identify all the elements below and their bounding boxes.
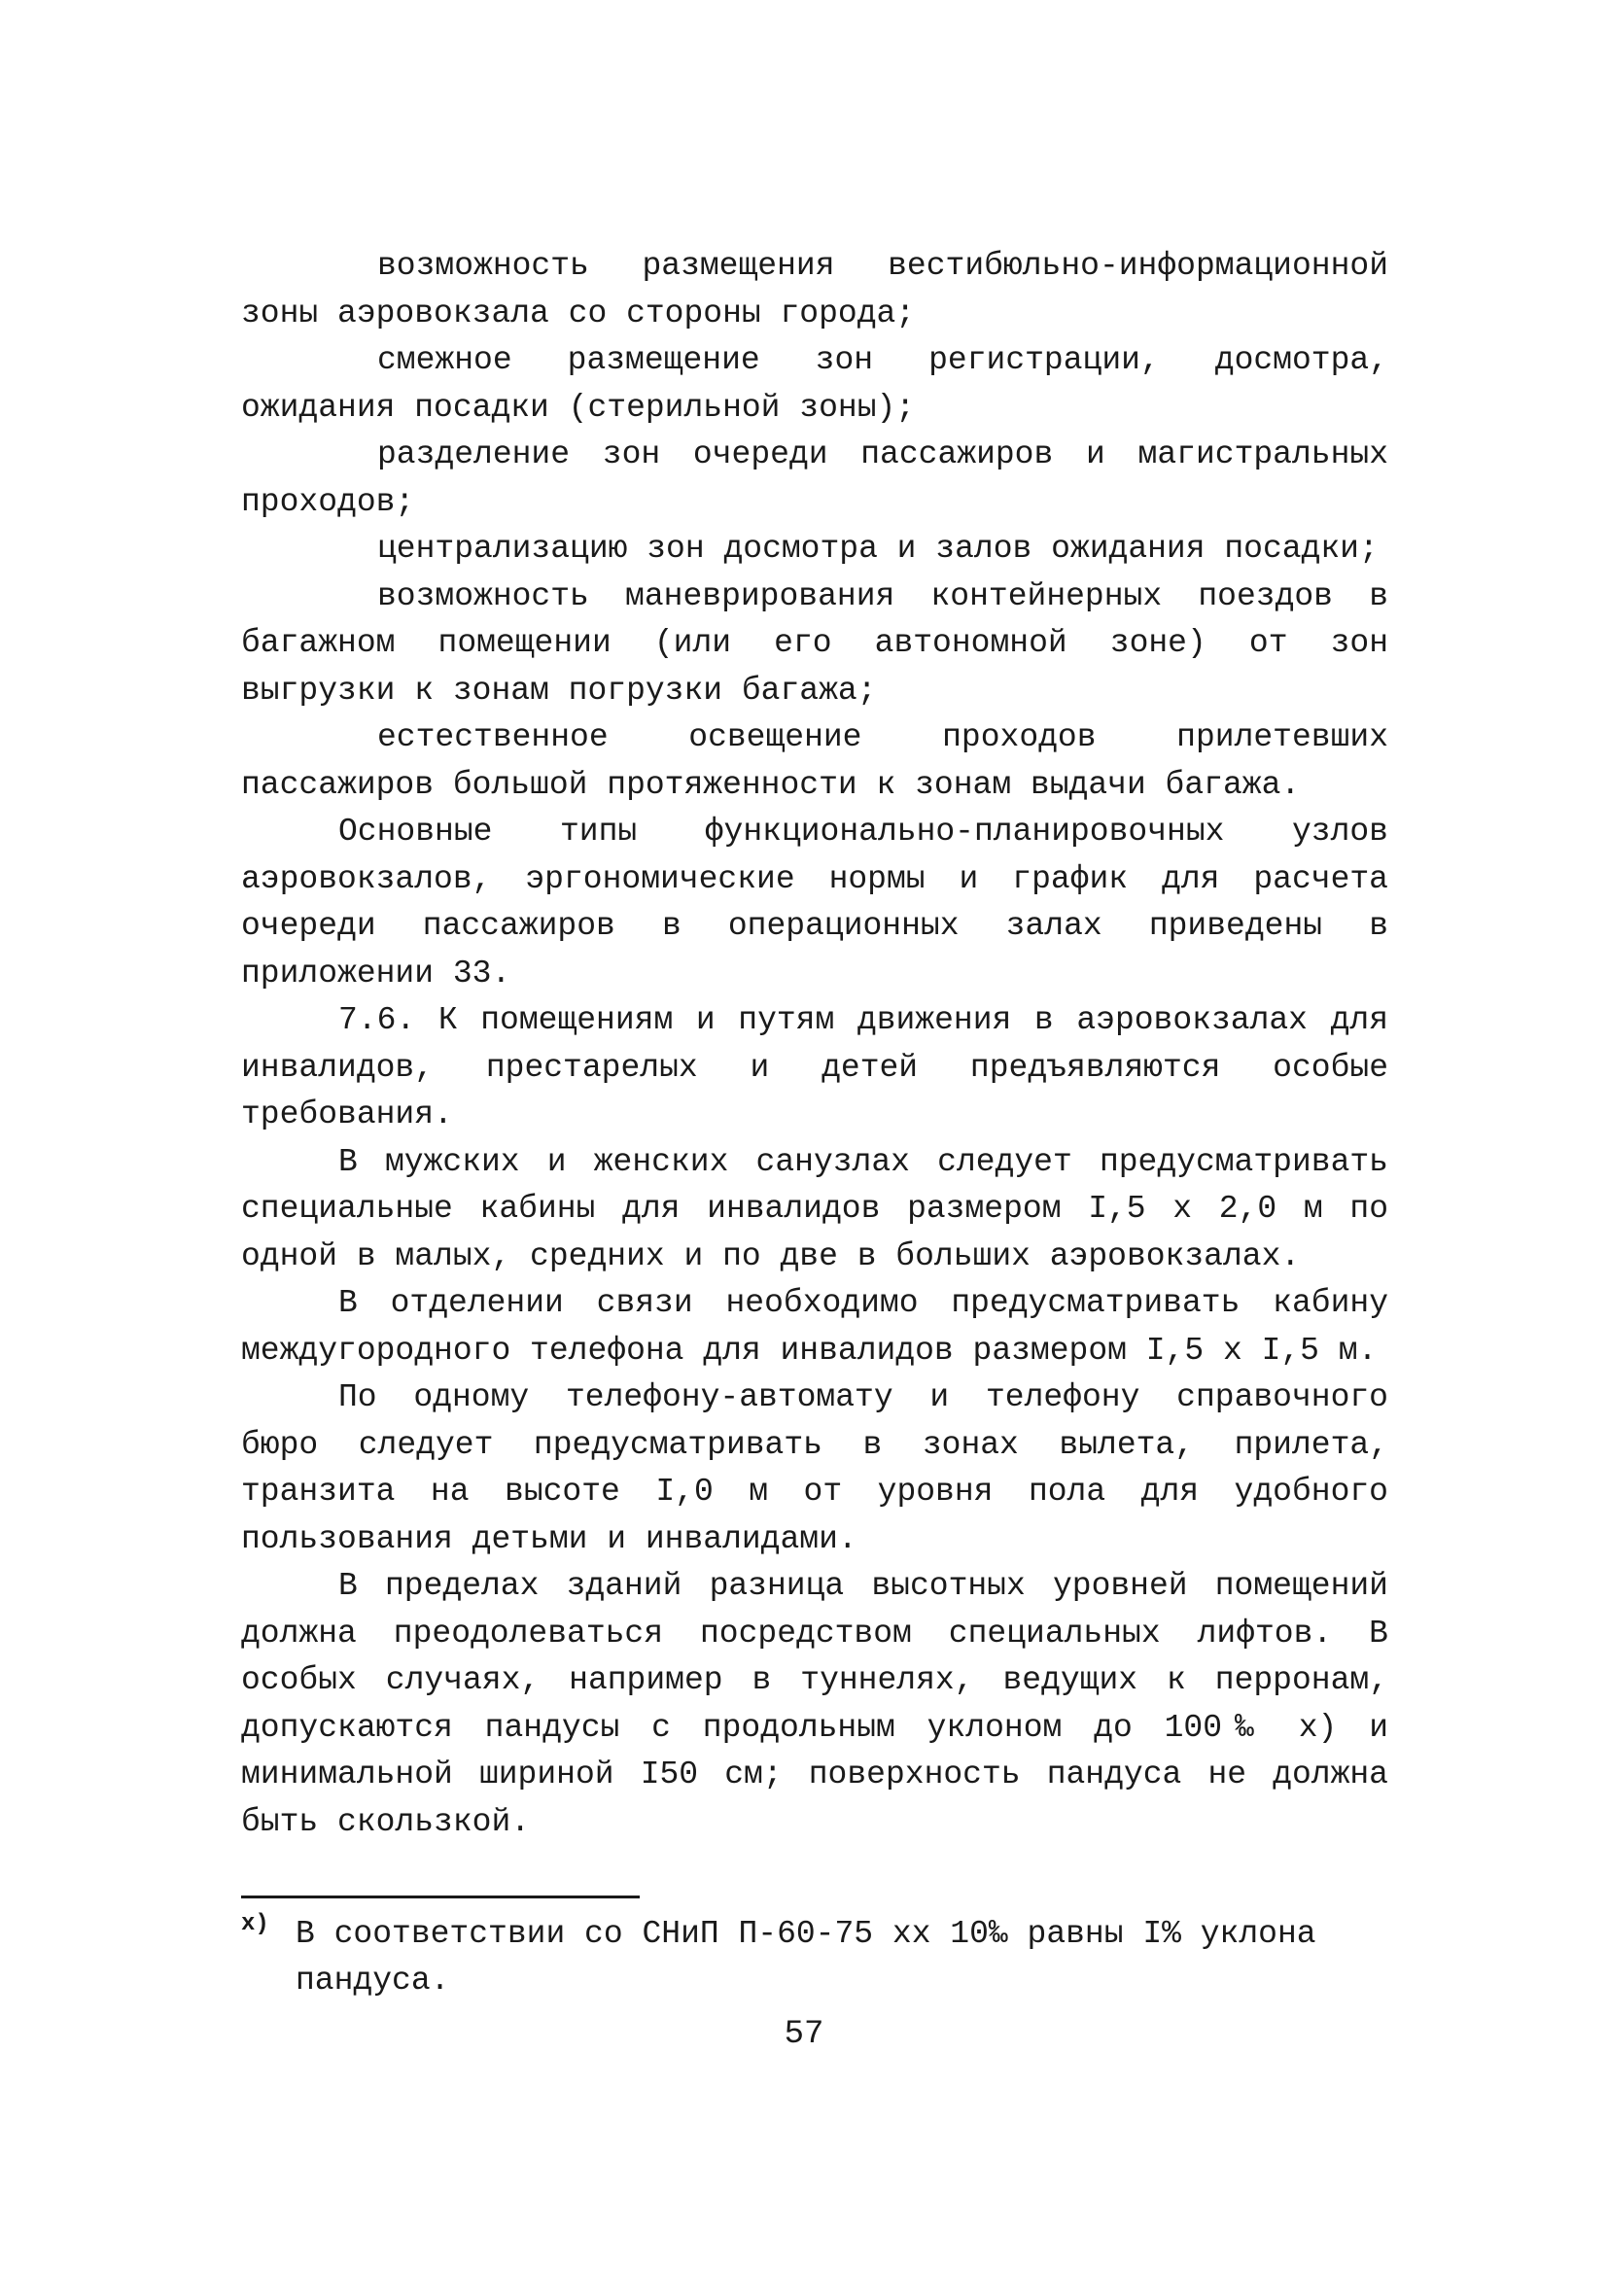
paragraph-queue-separation: разделение зон очереди пассажиров и магистральных проходов; <box>241 436 1388 520</box>
paragraph-natural-lighting: естественное освещение проходов прилетевших пассажиров большой протяженности к зонам выдачи багажа. <box>241 719 1388 803</box>
footnote-mark: х) <box>241 1911 269 1937</box>
paragraph-main-types: Основные типы функционально-планировочных узлов аэровокзалов, эргономические нормы и график для расчета очереди пассажиров в операционных залах приведены в приложении 33. <box>241 814 1388 991</box>
footnote-text: В соответствии со СНиП П-60-75 хх 10‰ равны I% уклона пандуса. <box>296 1916 1316 1999</box>
paragraph-vestibule-zone: возможность размещения вестибюльно-информационной зоны аэровокзала со стороны города; <box>241 248 1388 331</box>
paragraph-section-7-6: 7.6. К помещениям и путям движения в аэровокзалах для инвалидов, престарелых и детей предъявляются особые требования. <box>241 1002 1388 1132</box>
paragraph-screening-centralization: централизацию зон досмотра и залов ожидания посадки; <box>377 531 1379 567</box>
main-text-block <box>241 243 1388 1846</box>
paragraph-container-trains: возможность маневрирования контейнерных поездов в багажном помещении (или его автономной зоне) от зон выгрузки к зонам погрузки багажа; <box>241 577 1388 709</box>
paragraph-payphones: По одному телефону-автомату и телефону справочного бюро следует предусматривать в зонах вылета, прилета, транзита на высоте I,0 м от уровня пола для удобного пользования детьми и инвалидами. <box>241 1379 1388 1557</box>
paragraph-restrooms: В мужских и женских санузлах следует предусматривать специальные кабины для инвалидов размером I,5 х 2,0 м по одной в малых, средних и по две в больших аэровокзалах. <box>241 1143 1388 1274</box>
paragraph-telephone-booth: В отделении связи необходимо предусматривать кабину междугородного телефона для инвалидов размером I,5 х I,5 м. <box>241 1285 1388 1369</box>
page-number: 57 <box>784 2016 824 2053</box>
paragraph-elevators-ramps: В пределах зданий разница высотных уровней помещений должна преодолеваться посредством специальных лифтов. В особых случаях, например в туннелях, ведущих к перронам, допускаются пандусы с продольным уклоном до 100‰ х) и минимальной шириной I50 см; поверхность пандуса не должна быть скользкой. <box>241 1568 1388 1840</box>
paragraph-adjacent-zones: смежное размещение зон регистрации, досмотра, ожидания посадки (стерильной зоны); <box>241 342 1388 426</box>
footnote-divider <box>241 1896 640 1898</box>
footnote <box>241 1911 1340 2004</box>
